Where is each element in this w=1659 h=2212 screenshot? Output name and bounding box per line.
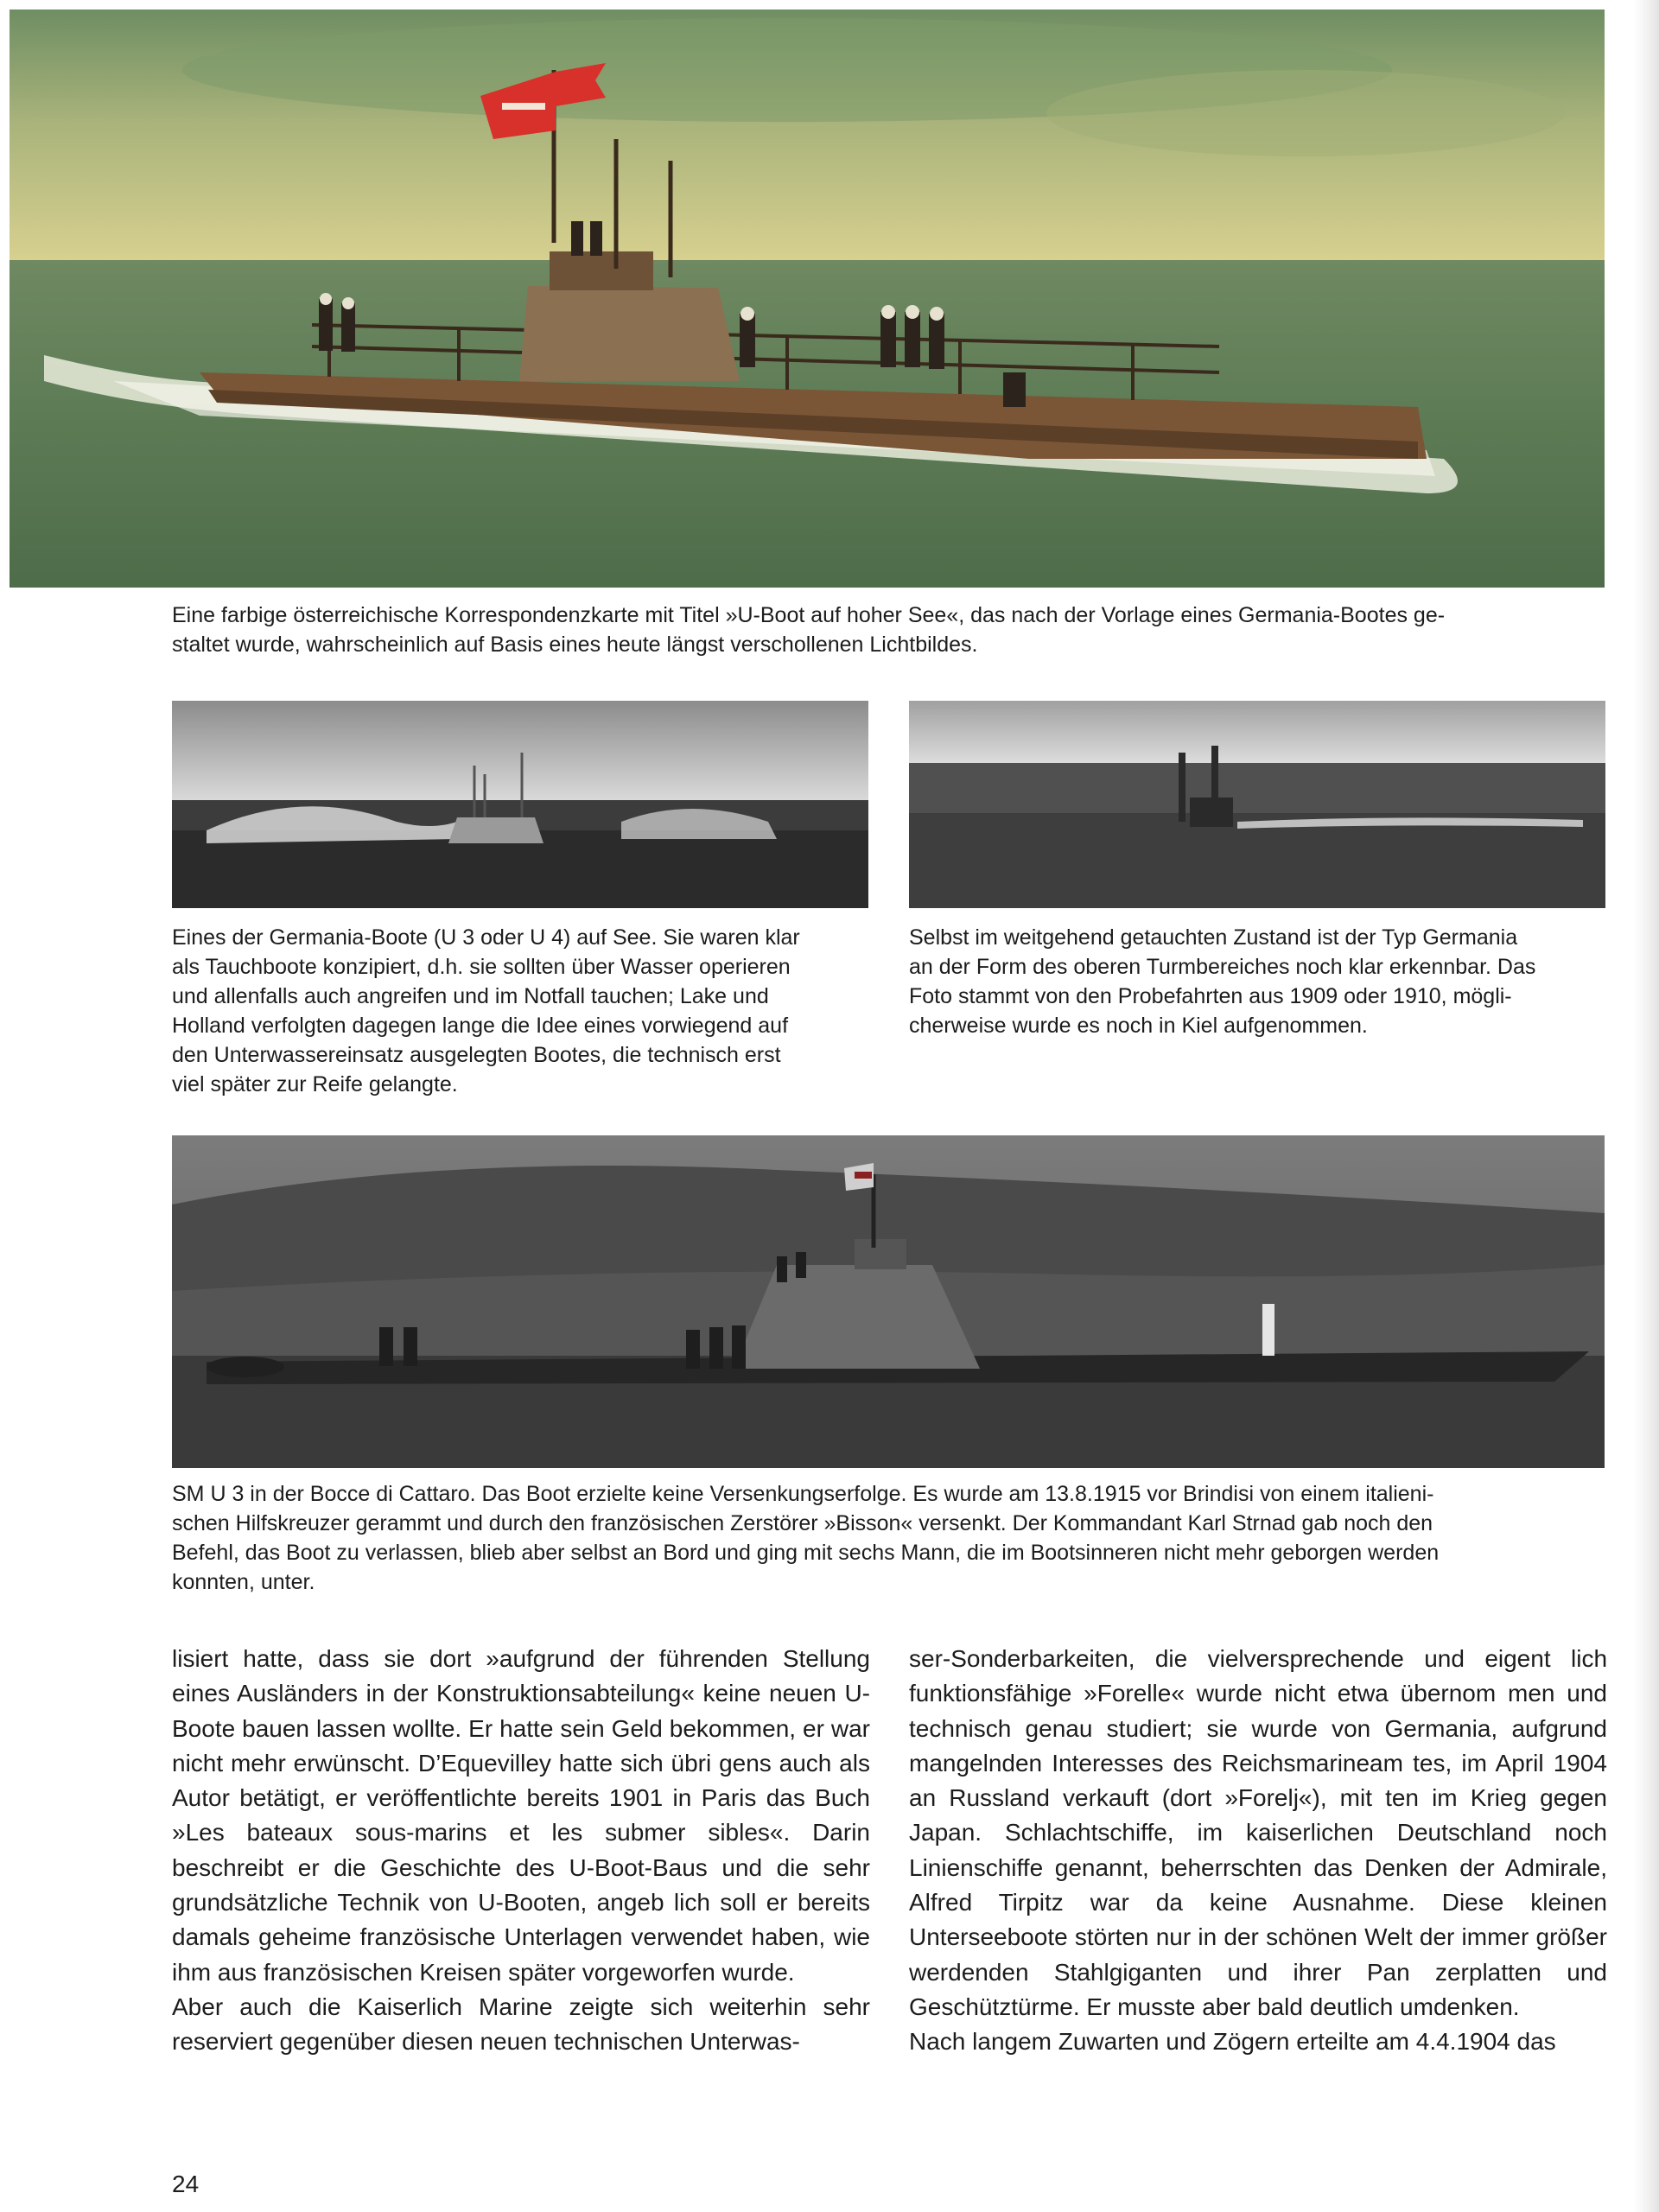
caption-middle-left-line: und allenfalls auch angreifen und im Notfall tauchen; Lake und [172, 984, 769, 1008]
caption-top [172, 601, 1606, 659]
bottom-harbor-photo [172, 1135, 1605, 1468]
caption-middle-right-line: Selbst im weitgehend getauchten Zustand ist der Typ Germania [909, 925, 1518, 950]
body-line: lich soll er bereits damals geheime französische Unterlagen [172, 1889, 870, 1951]
caption-bottom-line: schen Hilfskreuzer gerammt und durch den französischen Zerstörer »Bisson« versenkt. Der Kommandant Karl Strnad gab noch den [172, 1511, 1433, 1535]
body-line: aufgrund mangelnden Interesses des Reichsmarineam [909, 1714, 1607, 1777]
caption-middle-right-line: Foto stammt von den Probefahrten aus 1909 oder 1910, mögli- [909, 984, 1512, 1008]
body-line: men und technisch genau studiert; sie wurde von Germania, [909, 1680, 1608, 1742]
body-line: Nach langem Zuwarten und Zögern erteilte am 4.4.1904 das [909, 2028, 1556, 2056]
caption-middle-left [172, 923, 880, 1099]
caption-top-line: Eine farbige österreichische Korrespondenzkarte mit Titel »U-Boot auf hoher See«, das nach der Vorlage eines Germania-Bootes ge- [172, 603, 1446, 627]
middle-right-photo [909, 701, 1605, 908]
caption-middle-right [909, 923, 1618, 1040]
body-line: zerplatten und Geschütztürme. Er musste aber bald deutlich [909, 1958, 1607, 2020]
body-line: Aber auch die Kaiserlich Marine zeigte sich weiterhin sehr [172, 1993, 870, 2020]
caption-middle-right-line: cherweise wurde es noch in Kiel aufgenommen. [909, 1014, 1368, 1038]
caption-middle-left-line: als Tauchboote konzipiert, d.h. sie sollten über Wasser operieren [172, 955, 791, 979]
body-paragraph [909, 1642, 1607, 2024]
body-line: und die sehr grundsätzliche Technik von U-Booten, angeb [172, 1853, 871, 1916]
body-line: eines Ausländers in der Konstruktionsabteilung« keine neuen [172, 1680, 845, 1707]
body-line: er war nicht mehr erwünscht. D’Equevilley hatte sich übri [172, 1714, 870, 1777]
body-paragraph [909, 2024, 1607, 2059]
grayscale-submarine-submerged-image [909, 701, 1605, 908]
body-left-column [172, 1642, 870, 2060]
caption-middle-left-line: den Unterwassereinsatz ausgelegten Bootes, die technisch erst [172, 1043, 781, 1067]
body-line: umdenken. [1400, 1993, 1520, 2020]
body-line: vorgeworfen wurde. [582, 1958, 795, 1986]
body-line: sibles«. Darin beschreibt er die Geschichte des U-Boot-Baus [172, 1819, 870, 1881]
body-line: Diese kleinen Unterseeboote störten nur in der schönen Welt [909, 1889, 1607, 1951]
grayscale-submarine-surfaced-image [172, 701, 868, 908]
body-line: U-Boote bauen lassen wollte. Er hatte sein Geld bekommen, [172, 1680, 870, 1742]
body-line: ser-Sonderbarkeiten, die vielversprechende und eigent [909, 1645, 1551, 1672]
body-paragraph [172, 1642, 870, 1990]
body-right-column [909, 1642, 1607, 2060]
body-line: tes, im April 1904 an Russland verkauft (dort »Forelj«), mit [909, 1749, 1607, 1812]
body-line: der immer größer werdenden Stahlgiganten und ihrer Pan [909, 1923, 1608, 1986]
middle-left-photo [172, 701, 868, 908]
caption-bottom-line: SM U 3 in der Bocce di Cattaro. Das Boot erzielte keine Versenkungserfolge. Es wurde am 13.8.1915 vor Brindisi von einem italieni- [172, 1482, 1434, 1506]
body-paragraph [172, 1990, 870, 2060]
body-line: Deutschland noch Linienschiffe genannt, beherrschten das [909, 1819, 1608, 1881]
caption-middle-left-line: Eines der Germania-Boote (U 3 oder U 4) auf See. Sie waren klar [172, 925, 800, 950]
body-line: gens auch als Autor betätigt, er veröffentlichte bereits 1901 [172, 1749, 870, 1812]
page-number: 24 [172, 2171, 200, 2197]
body-line: ten im Krieg gegen Japan. Schlachtschiffe, im kaiserlichen [909, 1784, 1607, 1847]
scan-edge-shadow [1633, 0, 1659, 2212]
body-line: in Paris das Buch »Les bateaux sous-marins et les submer [172, 1784, 871, 1847]
caption-bottom [172, 1479, 1606, 1597]
body-line: lich funktionsfähige »Forelle« wurde nicht etwa übernom [909, 1645, 1608, 1707]
caption-top-line: staltet wurde, wahrscheinlich auf Basis eines heute längst verschollenen Lichtbildes. [172, 632, 978, 657]
caption-bottom-line: Befehl, das Boot zu verlassen, blieb aber selbst an Bord und ging mit sechs Mann, die im Bootsinneren nicht mehr geborgen werden [172, 1541, 1440, 1565]
top-postcard-image [10, 10, 1605, 588]
color-postcard-submarine-image [10, 10, 1605, 588]
body-line: lisiert hatte, dass sie dort »aufgrund der führenden Stellung [172, 1645, 870, 1672]
grayscale-submarine-harbor-image [172, 1135, 1605, 1468]
caption-bottom-line: konnten, unter. [172, 1570, 315, 1594]
body-line: verwendet haben, wie ihm aus französischen Kreisen später [172, 1923, 871, 1986]
caption-middle-left-line: viel später zur Reife gelangte. [172, 1072, 458, 1096]
caption-middle-left-line: Holland verfolgten dagegen lange die Idee eines vorwiegend auf [172, 1014, 789, 1038]
caption-middle-right-line: an der Form des oberen Turmbereiches noch klar erkennbar. Das [909, 955, 1536, 979]
body-line: reserviert gegenüber diesen neuen technischen Unterwas- [172, 2028, 800, 2056]
body-line: Denken der Admirale, Alfred Tirpitz war da keine Ausnahme. [909, 1853, 1607, 1916]
